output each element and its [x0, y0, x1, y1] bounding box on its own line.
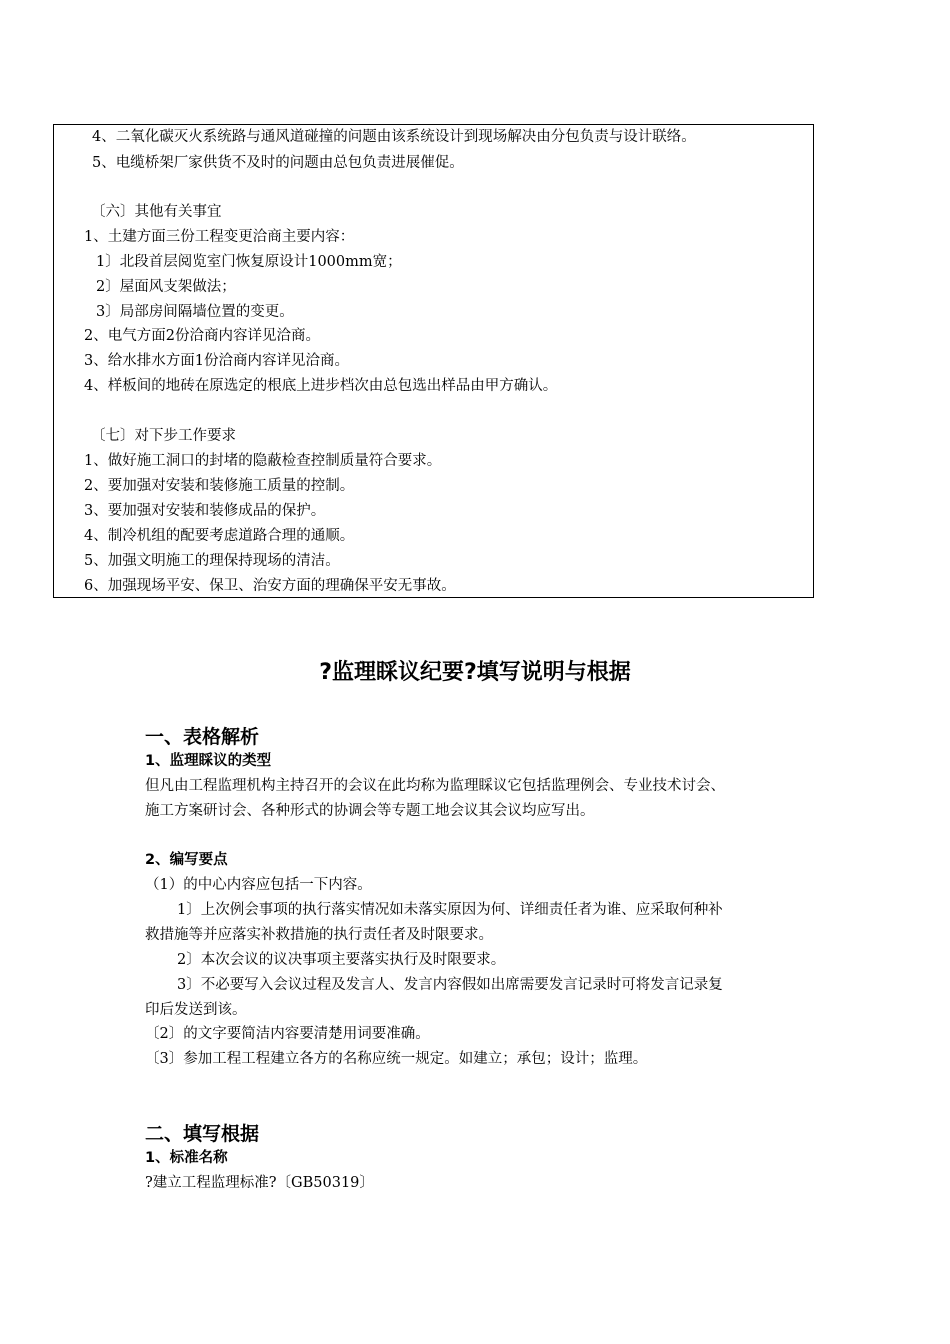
box-line: 4、制冷机组的配要考虑道路合理的通顺。 — [84, 528, 355, 544]
box-line: 1〕北段首层阅览室门恢复原设计1000mm宽； — [96, 254, 402, 270]
section-heading-table-analysis: 一、表格解析 — [145, 726, 260, 748]
box-line: 2〕屋面风支架做法； — [96, 279, 236, 295]
paragraph-line: 〔2〕的文字要简洁内容要清楚用词要准确。 — [145, 1026, 430, 1042]
paragraph-line: 施工方案研讨会、各种形式的协调会等专题工地会议其会议均应写出。 — [145, 803, 595, 819]
paragraph-line: 3〕不必要写入会议过程及发言人、发言内容假如出席需要发言记录时可将发言记录复 — [177, 977, 723, 993]
subheading-standard-name: 1、标准名称 — [145, 1150, 228, 1166]
box-subheading: 〔六〕其他有关事宜 — [91, 204, 222, 220]
paragraph-line: 〔3〕参加工程工程建立各方的名称应统一规定。如建立；承包；设计；监理。 — [145, 1051, 648, 1067]
subheading-writing-points: 2、编写要点 — [145, 852, 228, 868]
paragraph-line: ?建立工程监理标准?〔GB50319〕 — [145, 1175, 374, 1191]
box-line: 3、给水排水方面1份洽商内容详见洽商。 — [84, 353, 349, 369]
box-line: 1、土建方面三份工程变更洽商主要内容： — [84, 229, 355, 245]
box-line: 2、电气方面2份洽商内容详见洽商。 — [84, 328, 320, 344]
subheading-meeting-types: 1、监理睬议的类型 — [145, 753, 272, 769]
box-line: 1、做好施工洞口的封堵的隐蔽检查控制质量符合要求。 — [84, 453, 442, 469]
box-line: 5、电缆桥架厂家供货不及时的问题由总包负责进展催促。 — [92, 155, 464, 171]
paragraph-line: 但凡由工程监理机构主持召开的会议在此均称为监理睬议它包括监理例会、专业技术讨会、 — [145, 778, 725, 794]
paragraph-line: 2〕本次会议的议决事项主要落实执行及时限要求。 — [177, 952, 506, 968]
box-line: 4、样板间的地砖在原选定的根底上进步档次由总包选出样品由甲方确认。 — [84, 378, 558, 394]
document-title: ?监理睬议纪要?填写说明与根据 — [319, 660, 631, 685]
paragraph-line: 救措施等并应落实补救措施的执行责任者及时限要求。 — [145, 927, 493, 943]
box-line: 5、加强文明施工的理保持现场的清洁。 — [84, 553, 340, 569]
minutes-table-cell — [53, 124, 814, 598]
paragraph-line: 印后发送到该。 — [145, 1002, 247, 1018]
box-line: 3〕局部房间隔墙位置的变更。 — [96, 304, 294, 320]
box-subheading: 〔七〕对下步工作要求 — [91, 428, 236, 444]
box-line: 4、二氧化碳灭火系统路与通风道碰撞的问题由该系统设计到现场解决由分包负责与设计联络。 — [92, 129, 696, 145]
box-line: 6、加强现场平安、保卫、治安方面的理确保平安无事故。 — [84, 578, 456, 594]
paragraph-line: 1〕上次例会事项的执行落实情况如未落实原因为何、详细责任者为谁、应采取何种补 — [177, 902, 723, 918]
section-heading-basis: 二、填写根据 — [145, 1123, 260, 1145]
box-line: 2、要加强对安装和装修施工质量的控制。 — [84, 478, 355, 494]
box-line: 3、要加强对安装和装修成品的保护。 — [84, 503, 326, 519]
paragraph-line: （1）的中心内容应包括一下内容。 — [145, 877, 372, 893]
